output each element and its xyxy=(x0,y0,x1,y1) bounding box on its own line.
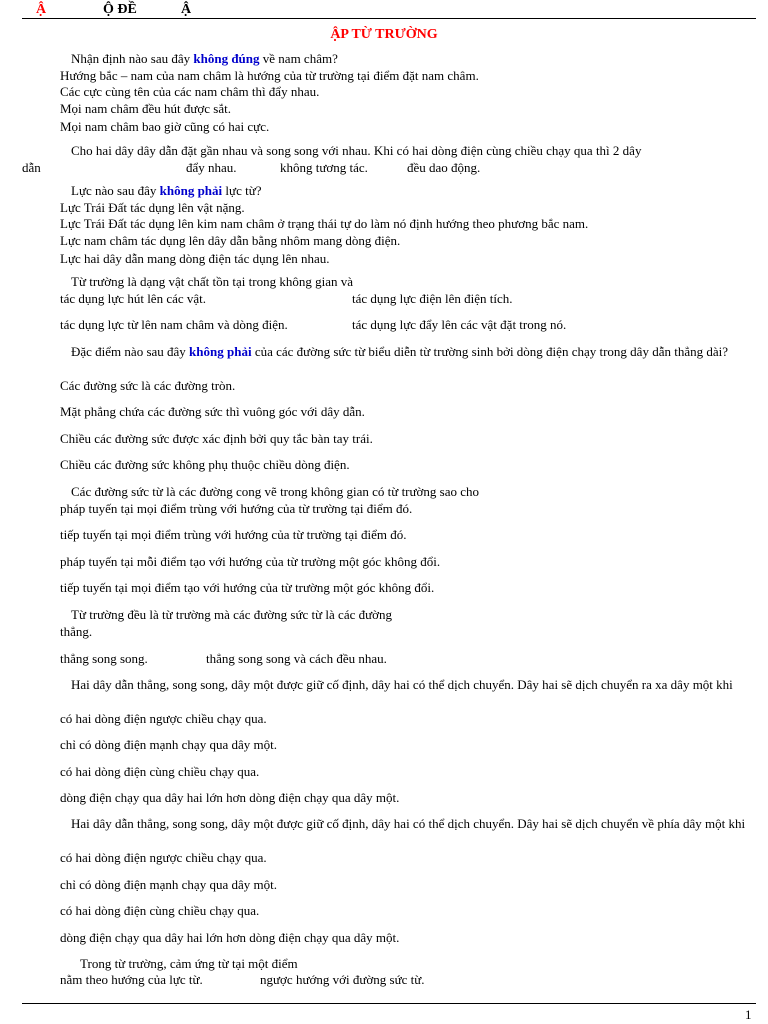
question-2-option-a: đẩy nhau. xyxy=(186,160,237,175)
question-10-stem: Trong từ trường, cảm ứng từ tại một điểm xyxy=(80,956,298,971)
question-1-keyword: không đúng xyxy=(193,51,260,66)
question-9-option-a: có hai dòng điện ngược chiều chạy qua. xyxy=(60,850,267,865)
question-4-option-a: tác dụng lực hút lên các vật. xyxy=(60,291,207,306)
header-left-letter: Ậ xyxy=(36,2,47,17)
question-3-keyword: không phải xyxy=(159,183,223,198)
question-4-stem: Từ trường là dạng vật chất tồn tại trong không gian và xyxy=(71,274,353,289)
document-title: ẬP TỪ TRƯỜNG xyxy=(330,27,438,42)
question-1-option-c: Mọi nam châm đều hút được sắt. xyxy=(60,101,231,116)
question-3-stem: Lực nào sau đây không phải lực từ? xyxy=(71,183,262,198)
question-9-stem: Hai dây dẫn thẳng, song song, dây một được giữ cố định, dây hai có thể dịch chuyển. Dây hai sẽ dịch chuyển về phía dây một khi xyxy=(71,816,746,831)
question-5-option-b: Mặt phẳng chứa các đường sức thì vuông góc với dây dẫn. xyxy=(60,404,365,419)
question-3-option-b: Lực Trái Đất tác dụng lên kim nam châm ở trạng thái tự do làm nó định hướng theo phương bắc nam. xyxy=(60,216,589,231)
question-4-option-c: tác dụng lực từ lên nam châm và dòng điện. xyxy=(60,317,288,332)
question-8-stem: Hai dây dẫn thẳng, song song, dây một được giữ cố định, dây hai có thể dịch chuyển. Dây hai sẽ dịch chuyển ra xa dây một khi xyxy=(71,677,733,692)
question-7-option-a: thẳng. xyxy=(60,624,93,639)
question-4-option-d: tác dụng lực đẩy lên các vật đặt trong nó. xyxy=(352,317,567,332)
question-8-option-c: có hai dòng điện cùng chiều chạy qua. xyxy=(60,764,260,779)
question-1-option-b: Các cực cùng tên của các nam châm thì đẩy nhau. xyxy=(60,84,320,99)
question-5-option-d: Chiều các đường sức không phụ thuộc chiều dòng điện. xyxy=(60,457,350,472)
question-7-option-b: thẳng song song. xyxy=(60,651,148,666)
question-7-stem: Từ trường đều là từ trường mà các đường sức từ là các đường xyxy=(71,607,393,622)
question-5-stem: Đặc điểm nào sau đây không phải của các đường sức từ biểu diễn từ trường sinh bởi dòng điện chạy trong dây dẫn thẳng dài? xyxy=(71,344,728,359)
question-8-option-a: có hai dòng điện ngược chiều chạy qua. xyxy=(60,711,267,726)
question-6-option-b: tiếp tuyến tại mọi điểm trùng với hướng của từ trường tại điểm đó. xyxy=(60,527,407,542)
header-rule xyxy=(22,18,756,19)
question-2-option-c: đều dao động. xyxy=(407,160,481,175)
question-2-stem: Cho hai dây dây dẫn đặt gần nhau và song song với nhau. Khi có hai dòng điện cùng chiều chạy qua thì 2 dây xyxy=(71,143,642,158)
question-6-option-d: tiếp tuyến tại mọi điểm tạo với hướng của từ trường một góc không đổi. xyxy=(60,580,435,595)
question-9-option-b: chỉ có dòng điện mạnh chạy qua dây một. xyxy=(60,877,277,892)
question-10-option-a: nằm theo hướng của lực từ. xyxy=(60,972,203,987)
header-right-letter: Ậ xyxy=(181,2,192,17)
question-2-option-b: không tương tác. xyxy=(280,160,368,175)
question-5-option-a: Các đường sức là các đường tròn. xyxy=(60,378,236,393)
question-6-option-c: pháp tuyến tại mỗi điểm tạo với hướng của từ trường một góc không đổi. xyxy=(60,554,441,569)
question-7-option-c: thẳng song song và cách đều nhau. xyxy=(206,651,387,666)
question-1-option-d: Mọi nam châm bao giờ cũng có hai cực. xyxy=(60,119,270,134)
question-10-option-b: ngược hướng với đường sức từ. xyxy=(260,972,425,987)
question-6-option-a: pháp tuyến tại mọi điểm trùng với hướng của từ trường tại điểm đó. xyxy=(60,501,413,516)
question-3-option-c: Lực nam châm tác dụng lên dây dẫn bằng nhôm mang dòng điện. xyxy=(60,233,401,248)
question-1-stem: Nhận định nào sau đây không đúng về nam châm? xyxy=(71,51,338,66)
question-3-option-d: Lực hai dây dẫn mang dòng điện tác dụng lên nhau. xyxy=(60,251,330,266)
question-9-option-d: dòng điện chạy qua dây hai lớn hơn dòng điện chạy qua dây một. xyxy=(60,930,400,945)
question-8-option-b: chỉ có dòng điện mạnh chạy qua dây một. xyxy=(60,737,277,752)
question-5-keyword: không phải xyxy=(189,344,252,359)
question-8-option-d: dòng điện chạy qua dây hai lớn hơn dòng điện chạy qua dây một. xyxy=(60,790,400,805)
question-5-option-c: Chiều các đường sức được xác định bởi quy tắc bàn tay trái. xyxy=(60,431,373,446)
question-2-stem-continued: dẫn xyxy=(22,160,41,175)
footer-rule xyxy=(22,1003,756,1004)
question-1-option-a: Hướng bắc – nam của nam châm là hướng của từ trường tại điểm đặt nam châm. xyxy=(60,68,479,83)
question-9-option-c: có hai dòng điện cùng chiều chạy qua. xyxy=(60,903,260,918)
question-3-option-a: Lực Trái Đất tác dụng lên vật nặng. xyxy=(60,200,245,215)
page-header xyxy=(0,0,768,20)
header-title-fragment: Ộ ĐỀ xyxy=(103,2,137,17)
question-6-stem: Các đường sức từ là các đường cong vẽ trong không gian có từ trường sao cho xyxy=(71,484,480,499)
page-number: 1 xyxy=(745,1007,752,1022)
question-4-option-b: tác dụng lực điện lên điện tích. xyxy=(352,291,513,306)
